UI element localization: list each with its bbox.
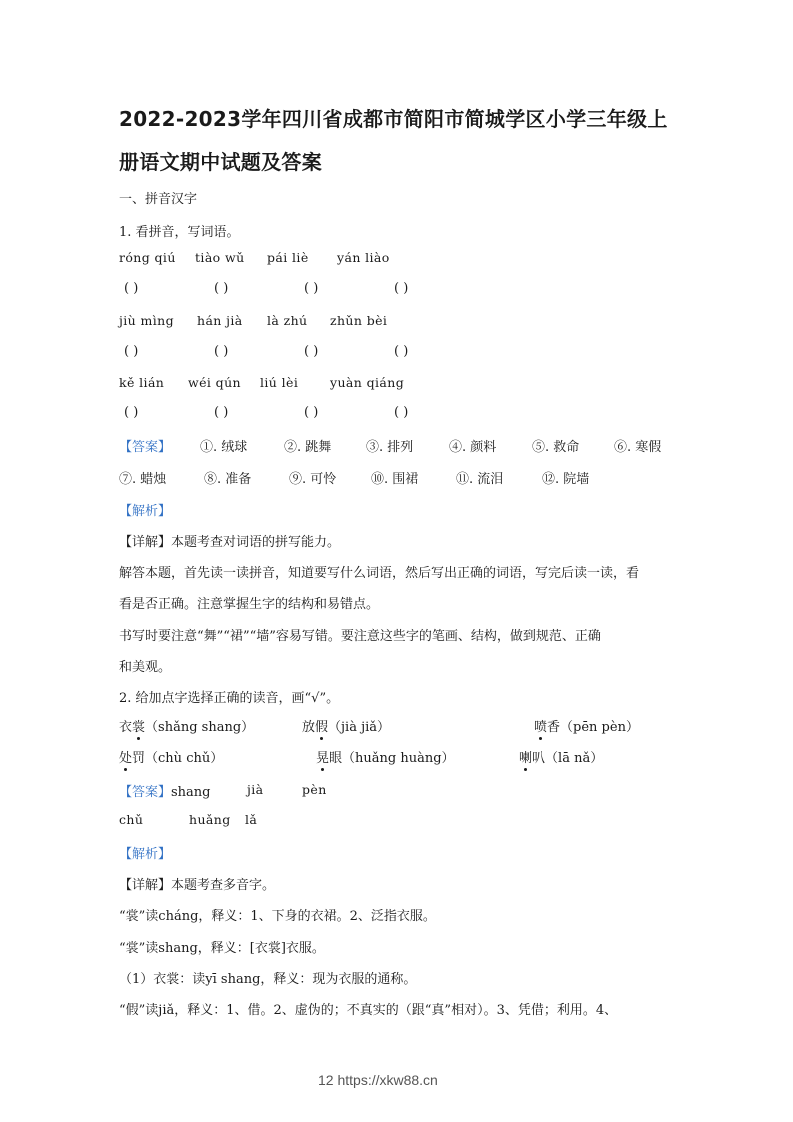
answer-item: huǎng	[189, 812, 231, 827]
pinyin-options: （pēn pèn）	[560, 720, 639, 735]
answer-item: chǔ	[119, 812, 144, 827]
pinyin-options: （shǎng shang）	[145, 720, 255, 735]
doc-title-line2: 册语文期中试题及答案	[119, 150, 322, 174]
dotted-char: 喇	[519, 747, 532, 766]
char: 放	[302, 720, 316, 735]
analysis-tag: 【解析】	[119, 847, 172, 862]
detail-line	[119, 531, 340, 550]
answer-blank: ( )	[304, 405, 319, 420]
char: 眼	[329, 751, 343, 766]
dotted-char: 处	[119, 747, 132, 766]
section-heading: 一、拼音汉字	[119, 192, 198, 207]
paragraph-line: “裳”读shang，释义：[衣裳]衣服。	[119, 941, 325, 956]
analysis-tag: 【解析】	[119, 504, 172, 519]
polyphone-item	[519, 747, 603, 766]
pinyin: liú lèi	[260, 375, 299, 390]
polyphone-item	[119, 716, 254, 735]
answer-tag: 【答案】	[119, 785, 172, 800]
pinyin: róng qiú	[119, 250, 176, 265]
answer-item: ⑦. 蜡烛	[119, 472, 167, 487]
dotted-char: 裳	[132, 716, 145, 735]
q2-answer-line1	[119, 781, 211, 800]
paragraph-line: 书写时要注意“舞”“裙”“墙”容易写错。要注意这些字的笔画、结构，做到规范、正确	[119, 629, 601, 644]
answer-blank: ( )	[214, 344, 229, 359]
pinyin: wéi qún	[188, 375, 241, 390]
answer-blank: ( )	[394, 344, 409, 359]
answer-blank: ( )	[214, 405, 229, 420]
answer-blank: ( )	[394, 281, 409, 296]
answer-item: ⑪. 流泪	[456, 472, 504, 487]
pinyin: pái liè	[267, 250, 309, 265]
page-footer: 12 https://xkw88.cn	[318, 1072, 438, 1088]
answer-blank: ( )	[124, 344, 139, 359]
detail-tag: 【详解】	[119, 535, 172, 550]
detail-text: 本题考查对词语的拼写能力。	[171, 535, 341, 550]
paragraph-line: “裳”读cháng，释义：1、下身的衣裙。2、泛指衣服。	[119, 909, 436, 924]
pinyin: là zhú	[267, 313, 308, 328]
detail-tag: 【详解】	[119, 878, 172, 893]
pinyin: jiù mìng	[119, 313, 175, 328]
dotted-char: 喷	[534, 716, 547, 735]
answer-item: pèn	[302, 782, 327, 797]
pinyin-options: （huǎng huàng）	[342, 751, 455, 766]
dotted-char: 晃	[316, 747, 329, 766]
answer-item: shang	[171, 785, 211, 800]
answer-item: ⑨. 可怜	[289, 472, 337, 487]
answer-item: ⑩. 围裙	[371, 472, 419, 487]
pinyin-options: （chù chǔ）	[145, 751, 224, 766]
answer-item: ①. 绒球	[200, 440, 248, 455]
char: 罚	[132, 751, 146, 766]
answer-item: ⑫. 院墙	[542, 472, 590, 487]
dotted-char: 假	[315, 716, 328, 735]
answer-blank: ( )	[124, 405, 139, 420]
polyphone-item	[302, 716, 390, 735]
pinyin: hán jià	[197, 313, 243, 328]
paragraph-line: 看是否正确。注意掌握生字的结构和易错点。	[119, 597, 380, 612]
answer-item: ⑥. 寒假	[614, 440, 662, 455]
char: 叭	[532, 751, 546, 766]
answer-blank: ( )	[124, 281, 139, 296]
q1-prompt: 1. 看拼音，写词语。	[119, 225, 240, 240]
pinyin-options: （jià jiǎ）	[328, 720, 391, 735]
polyphone-item	[316, 747, 455, 766]
pinyin: tiào wǔ	[195, 250, 245, 265]
answer-blank: ( )	[304, 281, 319, 296]
pinyin: zhǔn bèi	[330, 313, 388, 328]
detail-line	[119, 874, 275, 893]
pinyin: kě lián	[119, 375, 165, 390]
answer-item: ③. 排列	[366, 440, 414, 455]
pinyin: yán liào	[337, 250, 390, 265]
answer-item: jià	[247, 782, 264, 797]
paragraph-line: （1）衣裳：读yī shang，释义：现为衣服的通称。	[119, 972, 417, 987]
pinyin: yuàn qiáng	[330, 375, 405, 390]
paragraph-line: “假”读jiǎ，释义：1、借。2、虚伪的；不真实的（跟“真”相对）。3、凭借；利用。4、	[119, 1003, 618, 1018]
polyphone-item	[534, 716, 639, 735]
detail-text: 本题考查多音字。	[171, 878, 276, 893]
doc-title-line1: 2022-2023学年四川省成都市简阳市简城学区小学三年级上	[119, 107, 668, 131]
paragraph-line: 解答本题，首先读一读拼音，知道要写什么词语，然后写出正确的词语，写完后读一读，看	[119, 566, 640, 581]
polyphone-item	[119, 747, 223, 766]
paragraph-line: 和美观。	[119, 660, 172, 675]
answer-item: lǎ	[245, 812, 258, 827]
answer-blank: ( )	[394, 405, 409, 420]
answer-item: ④. 颜料	[449, 440, 497, 455]
char: 香	[547, 720, 561, 735]
answer-item: ⑧. 准备	[204, 472, 252, 487]
char: 衣	[119, 720, 133, 735]
answer-item: ⑤. 救命	[532, 440, 580, 455]
answer-blank: ( )	[304, 344, 319, 359]
q2-prompt: 2. 给加点字选择正确的读音，画“√”。	[119, 691, 340, 706]
answer-item: ②. 跳舞	[284, 440, 332, 455]
answer-blank: ( )	[214, 281, 229, 296]
answer-tag: 【答案】	[119, 440, 172, 455]
pinyin-options: （lā nǎ）	[545, 751, 604, 766]
